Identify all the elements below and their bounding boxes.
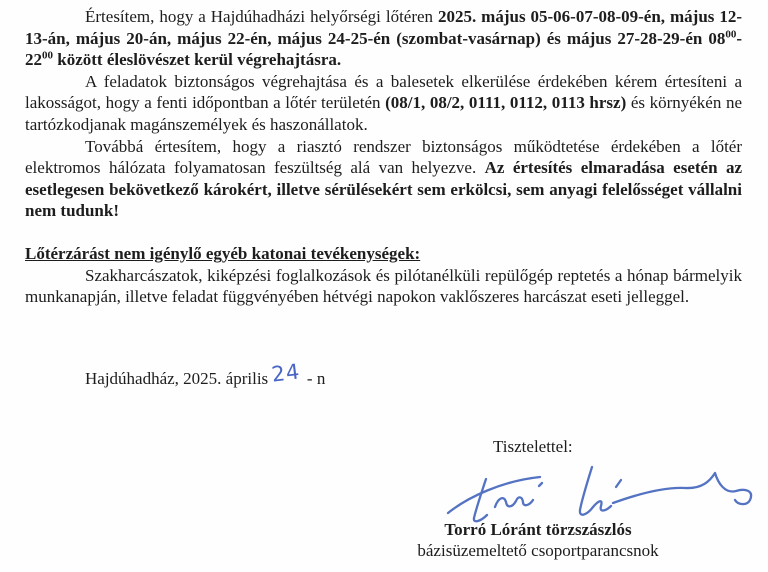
p2-bold-parcels: (08/1, 08/2, 0111, 0112, 0113 hrsz): [385, 93, 627, 113]
p1-bold-tail: között éleslövészet kerül végrehajtásra.: [53, 50, 342, 70]
p2-text-a: A feladatok biztonságos végrehajtása és a balesetek elkerülése érdekében kérem értesíteni a lakosságot, hogy a fenti időpontban a lőtér területén: [25, 71, 742, 113]
handwritten-day-ink: 24: [270, 359, 302, 387]
signature-ink: [440, 461, 765, 529]
p1-bold-dash: -22: [25, 28, 742, 70]
signature-stroke-sweep: [613, 473, 751, 504]
signer-name: Torró Lóránt törzszászlós: [444, 520, 632, 539]
paragraph-safety-notice: [25, 71, 742, 136]
paragraph-other-activities: Szakharcászatok, kiképzési foglalkozások és pilótanélküli repülőgép reptetés a hónap bármelyik munkanapján, illetve feladat függvényében hétvégi napokon vaklőszeres harcászat eseti jelleggel.: [25, 265, 742, 307]
section-heading-other-activities: Lőtérzárást nem igénylő egyéb katonai tevékenységek:: [25, 243, 421, 263]
signer-title: bázisüzemeltető csoportparancsnok: [417, 541, 659, 560]
p3-bold-warning: Az értesítés elmaradása esetén az esetlegesen bekövetkező károkért, illetve sérülésekért sem erkölcsi, sem anyagi felelősséget vállalni nem tudunk!: [25, 158, 742, 221]
paragraph-alarm-warning: [25, 136, 742, 222]
signature-stroke-idot: [539, 483, 542, 486]
signature-stroke-accent: [616, 480, 621, 487]
p1-sup-open-time: 00: [725, 27, 737, 40]
paragraph-shooting-dates: [25, 6, 742, 71]
date-printed-suffix: - n: [306, 369, 326, 388]
signature-stroke-ascender: [580, 467, 611, 515]
p1-sup-close-time: 00: [42, 49, 53, 62]
p1-bold-dates: 2025. május 05-06-07-08-09-én, május 12-13-án, május 20-án, május 22-én, május 24-25-én (szombat-vasárnap) és május 27-28-29-én 08: [25, 7, 742, 48]
p2-text-b: és környékén ne tartózkodjanak magánszemélyek és haszonállatok.: [25, 93, 742, 134]
date-printed-prefix: Hajdúhadház, 2025. április: [85, 369, 269, 388]
signature-stroke-stem: [474, 479, 487, 521]
salutation: Tisztelettel:: [493, 437, 573, 456]
dateline: [85, 359, 326, 389]
signature-stroke-bumps: [495, 497, 533, 507]
letter-body: [25, 6, 742, 308]
signature-stroke-crossbar: [448, 477, 540, 513]
p1-intro: Értesítem, hogy a Hajdúhadházi helyőrségi lőtéren: [85, 7, 438, 26]
p3-text-a: Továbbá értesítem, hogy a riasztó rendszer biztonságos működtetése érdekében a lőtér elektromos hálózata folyamatosan feszültség alá van helyezve.: [25, 136, 742, 178]
